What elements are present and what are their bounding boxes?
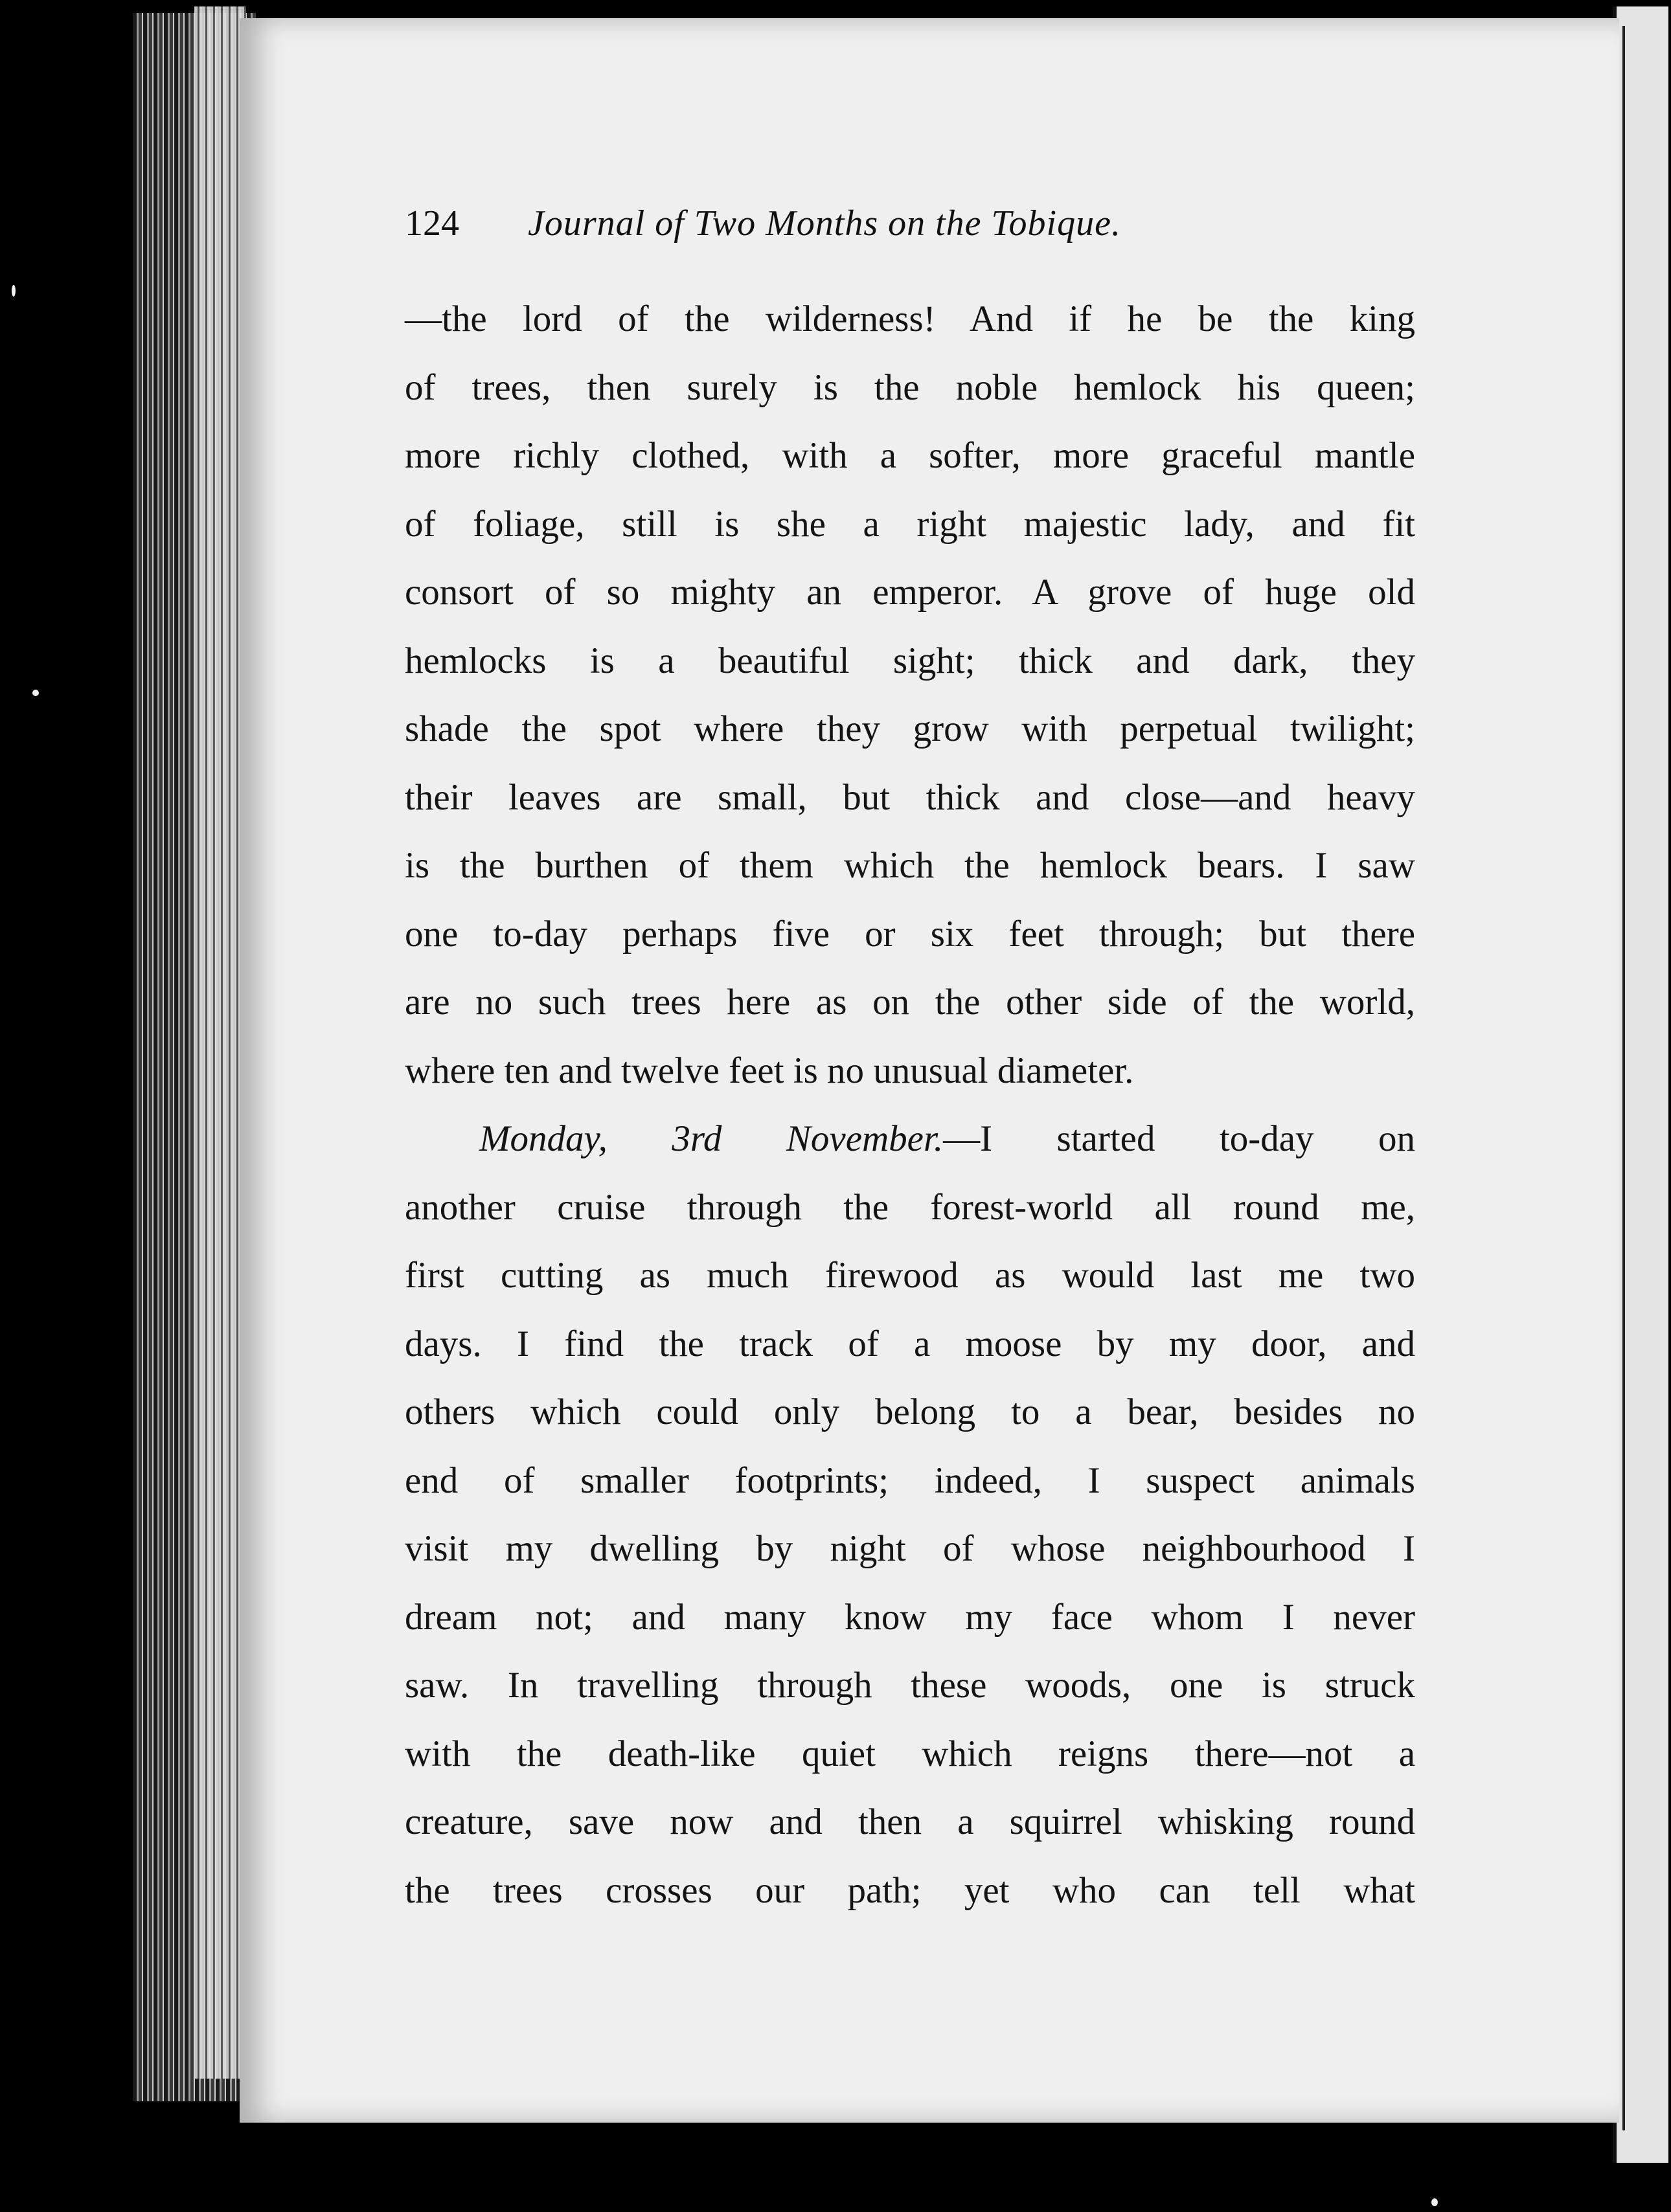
text-line: hemlocks is a beautiful sight; thick and dark, they [405, 640, 1415, 681]
text-line: saw. In travelling through these woods, one is struck [405, 1665, 1415, 1706]
gutter-line [1622, 26, 1625, 2130]
scan-speck [32, 690, 39, 696]
opening-line-text: —I started to-day on [943, 1118, 1415, 1159]
text-line: days. I find the track of a moose by my door, and [405, 1323, 1415, 1364]
entry-date: Monday, 3rd November. [479, 1118, 944, 1159]
scan-speck [1431, 2198, 1438, 2206]
text-line: visit my dwelling by night of whose neighbourhood I [405, 1528, 1415, 1569]
text-line: is the burthen of them which the hemlock bears. I saw [405, 845, 1415, 886]
text-line: creature, save now and then a squirrel whisking round [405, 1801, 1415, 1842]
text-line: the trees crosses our path; yet who can tell what [405, 1869, 1415, 1911]
running-header [405, 194, 1415, 253]
body-text [405, 285, 1415, 1924]
text-line: shade the spot where they grow with perpetual twilight; [405, 708, 1415, 749]
text-line: more richly clothed, with a softer, more graceful mantle [405, 435, 1415, 476]
text-line: end of smaller footprints; indeed, I suspect animals [405, 1460, 1415, 1501]
text-line: consort of so mighty an emperor. A grove of huge old [405, 572, 1415, 613]
text-line: of trees, then surely is the noble hemlock his queen; [405, 367, 1415, 408]
paragraph-opening-line [405, 1105, 1415, 1173]
text-line: dream not; and many know my face whom I never [405, 1596, 1415, 1638]
running-title: Journal of Two Months on the Tobique. [528, 203, 1121, 243]
text-line: first cutting as much firewood as would last me two [405, 1255, 1415, 1296]
text-line: their leaves are small, but thick and close—and heavy [405, 776, 1415, 818]
text-line: are no such trees here as on the other side of the world, [405, 982, 1415, 1022]
text-line: of foliage, still is she a right majestic lady, and fit [405, 503, 1415, 545]
text-line: others which could only belong to a bear, besides no [405, 1392, 1415, 1432]
facing-page-edge [1613, 6, 1668, 2163]
text-line: one to-day perhaps five or six feet through; but there [405, 913, 1415, 954]
text-line: another cruise through the forest-world all round me, [405, 1186, 1415, 1228]
book-page-edges-inner [194, 6, 246, 2079]
text-line: where ten and twelve feet is no unusual diameter. [405, 1050, 1134, 1091]
text-line: —the lord of the wilderness! And if he be the king [405, 299, 1415, 339]
page-number: 124 [405, 203, 459, 243]
scan-speck [12, 285, 16, 297]
text-line: with the death-like quiet which reigns there—not a [405, 1733, 1415, 1774]
